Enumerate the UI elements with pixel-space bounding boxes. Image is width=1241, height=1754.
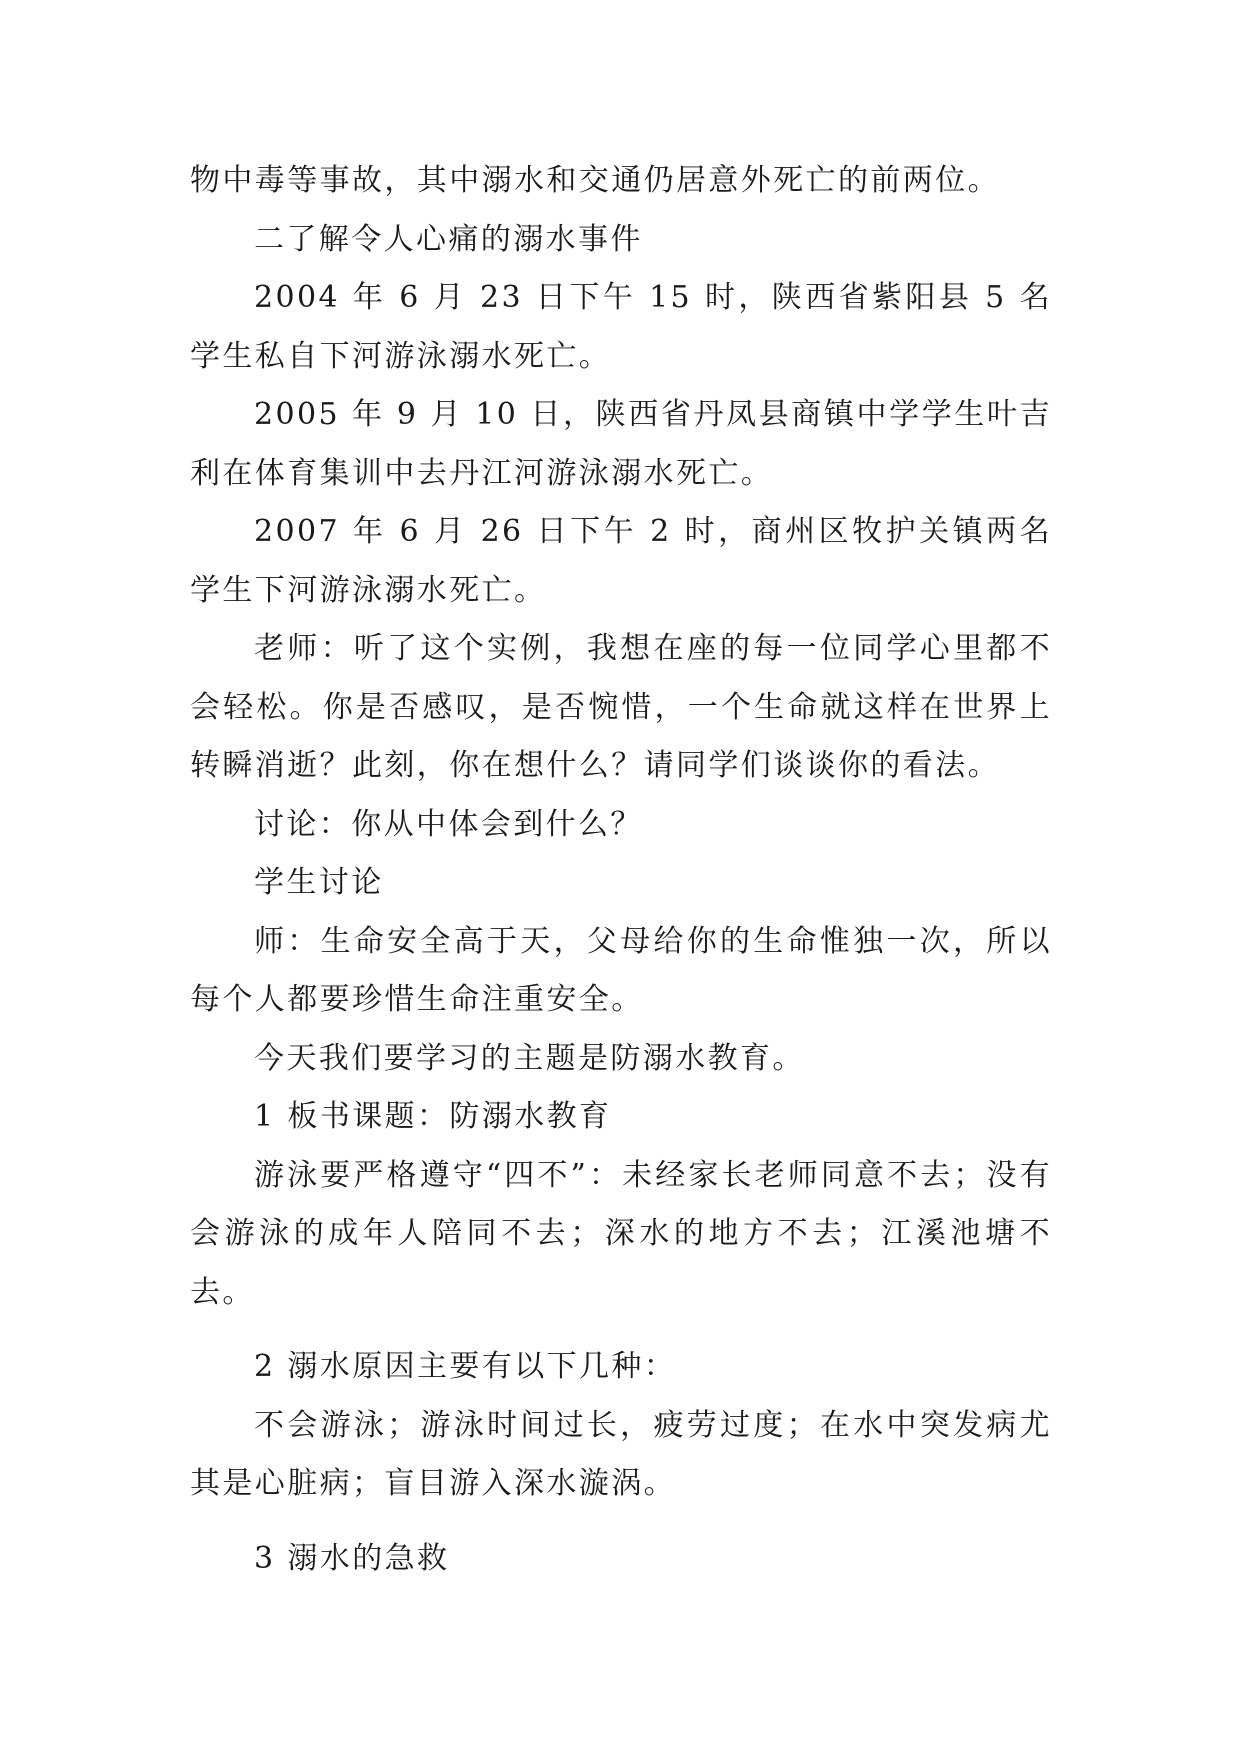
paragraph-student-discussion: 学生讨论 <box>254 865 384 900</box>
paragraph-causes-list: 不会游泳；游泳时间过长，疲劳过度；在水中突发病尤其是心脏病；盲目游入深水漩涡。 <box>190 1407 1052 1501</box>
section-heading-drowning-events: 二了解令人心痛的溺水事件 <box>254 221 643 257</box>
document-page <box>190 152 1052 1588</box>
paragraph-event-2005: 2005 年 9 月 10 日，陕西省丹凤县商镇中学学生叶吉利在体育集训中去丹江河游泳溺水死亡。 <box>190 397 1052 491</box>
paragraph-event-2007: 2007 年 6 月 26 日下午 2 时，商州区牧护关镇两名学生下河游泳溺水死亡。 <box>190 514 1052 608</box>
paragraph-lesson-topic: 今天我们要学习的主题是防溺水教育。 <box>254 1040 805 1076</box>
paragraph-event-2004: 2004 年 6 月 23 日下午 15 时，陕西省紫阳县 5 名学生私自下河游泳溺水死亡。 <box>190 280 1052 374</box>
paragraph-teacher-summary: 师：生命安全高于天，父母给你的生命惟独一次，所以每个人都要珍惜生命注重安全。 <box>190 923 1052 1017</box>
paragraph-teacher-remark: 老师：听了这个实例，我想在座的每一位同学心里都不会轻松。你是否感叹，是否惋惜，一个生命就这样在世界上转瞬消逝？此刻，你在想什么？请同学们谈谈你的看法。 <box>190 631 1052 783</box>
section-heading-1-board-title: 1 板书课题：防溺水教育 <box>254 1099 612 1134</box>
section-heading-2-causes: 2 溺水原因主要有以下几种： <box>254 1349 677 1384</box>
paragraph-accident-summary: 物中毒等事故，其中溺水和交通仍居意外死亡的前两位。 <box>190 163 1000 198</box>
paragraph-four-rules: 游泳要严格遵守“四不”：未经家长老师同意不去；没有会游泳的成年人陪同不去；深水的地方不去；江溪池塘不去。 <box>190 1157 1052 1310</box>
paragraph-discussion-prompt: 讨论：你从中体会到什么？ <box>254 806 643 842</box>
section-heading-3-first-aid: 3 溺水的急救 <box>254 1540 450 1576</box>
